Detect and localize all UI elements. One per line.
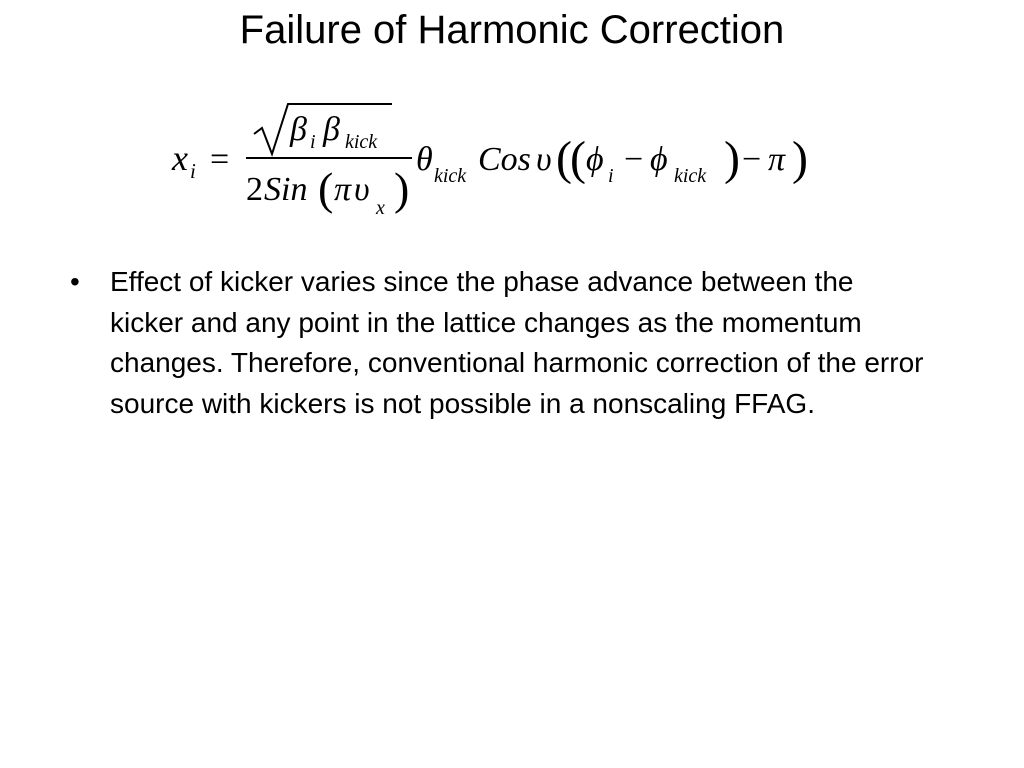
formula-num-sub2: kick (345, 131, 378, 153)
formula-num-beta1: β (290, 111, 307, 148)
formula-equals: = (210, 141, 230, 178)
formula-den-pi: π (334, 171, 352, 208)
formula-den-sub: x (376, 197, 385, 219)
formula-outer-lparen: ( (556, 132, 572, 185)
bullet-mark: • (70, 266, 80, 297)
formula-inner-lparen: ( (570, 132, 586, 185)
formula-lhs-sub: i (190, 159, 196, 183)
formula-lhs-var: x (172, 138, 188, 178)
formula-outer-rparen: ) (792, 132, 808, 185)
formula-phi1: ϕ (586, 141, 604, 178)
slide-title: Failure of Harmonic Correction (239, 8, 785, 52)
formula-den-rparen: ) (394, 163, 410, 214)
formula-theta: θ (416, 141, 433, 178)
formula-phi2: ϕ (650, 141, 668, 178)
formula-den-two: 2 (246, 171, 263, 208)
formula-cos-upsilon: υ (536, 141, 552, 178)
formula-theta-sub: kick (434, 165, 467, 187)
formula-den-lparen: ( (318, 163, 334, 214)
formula-cos: Cos (478, 141, 531, 178)
formula-num-sub1: i (310, 131, 316, 153)
formula-graphic (150, 92, 830, 222)
formula-den-sin: Sin (264, 171, 308, 208)
formula-minus2: − (742, 141, 762, 178)
formula-phi1-sub: i (608, 165, 614, 187)
formula-pi2: π (768, 141, 786, 178)
formula-den-upsilon: υ (354, 171, 370, 208)
formula (150, 92, 830, 222)
formula-phi2-sub: kick (674, 165, 707, 187)
bullet-text: Effect of kicker varies since the phase advance between the kicker and any point in the lattice changes as the momentum changes. Therefore, conventional harmonic correction of the error source with kickers is not possible in a nonscaling FFAG. (110, 266, 924, 419)
formula-inner-rparen: ) (724, 132, 740, 185)
formula-num-beta2: β (323, 111, 340, 148)
bullet-list (70, 262, 930, 424)
bullet-item (70, 262, 930, 424)
formula-minus1: − (624, 141, 644, 178)
